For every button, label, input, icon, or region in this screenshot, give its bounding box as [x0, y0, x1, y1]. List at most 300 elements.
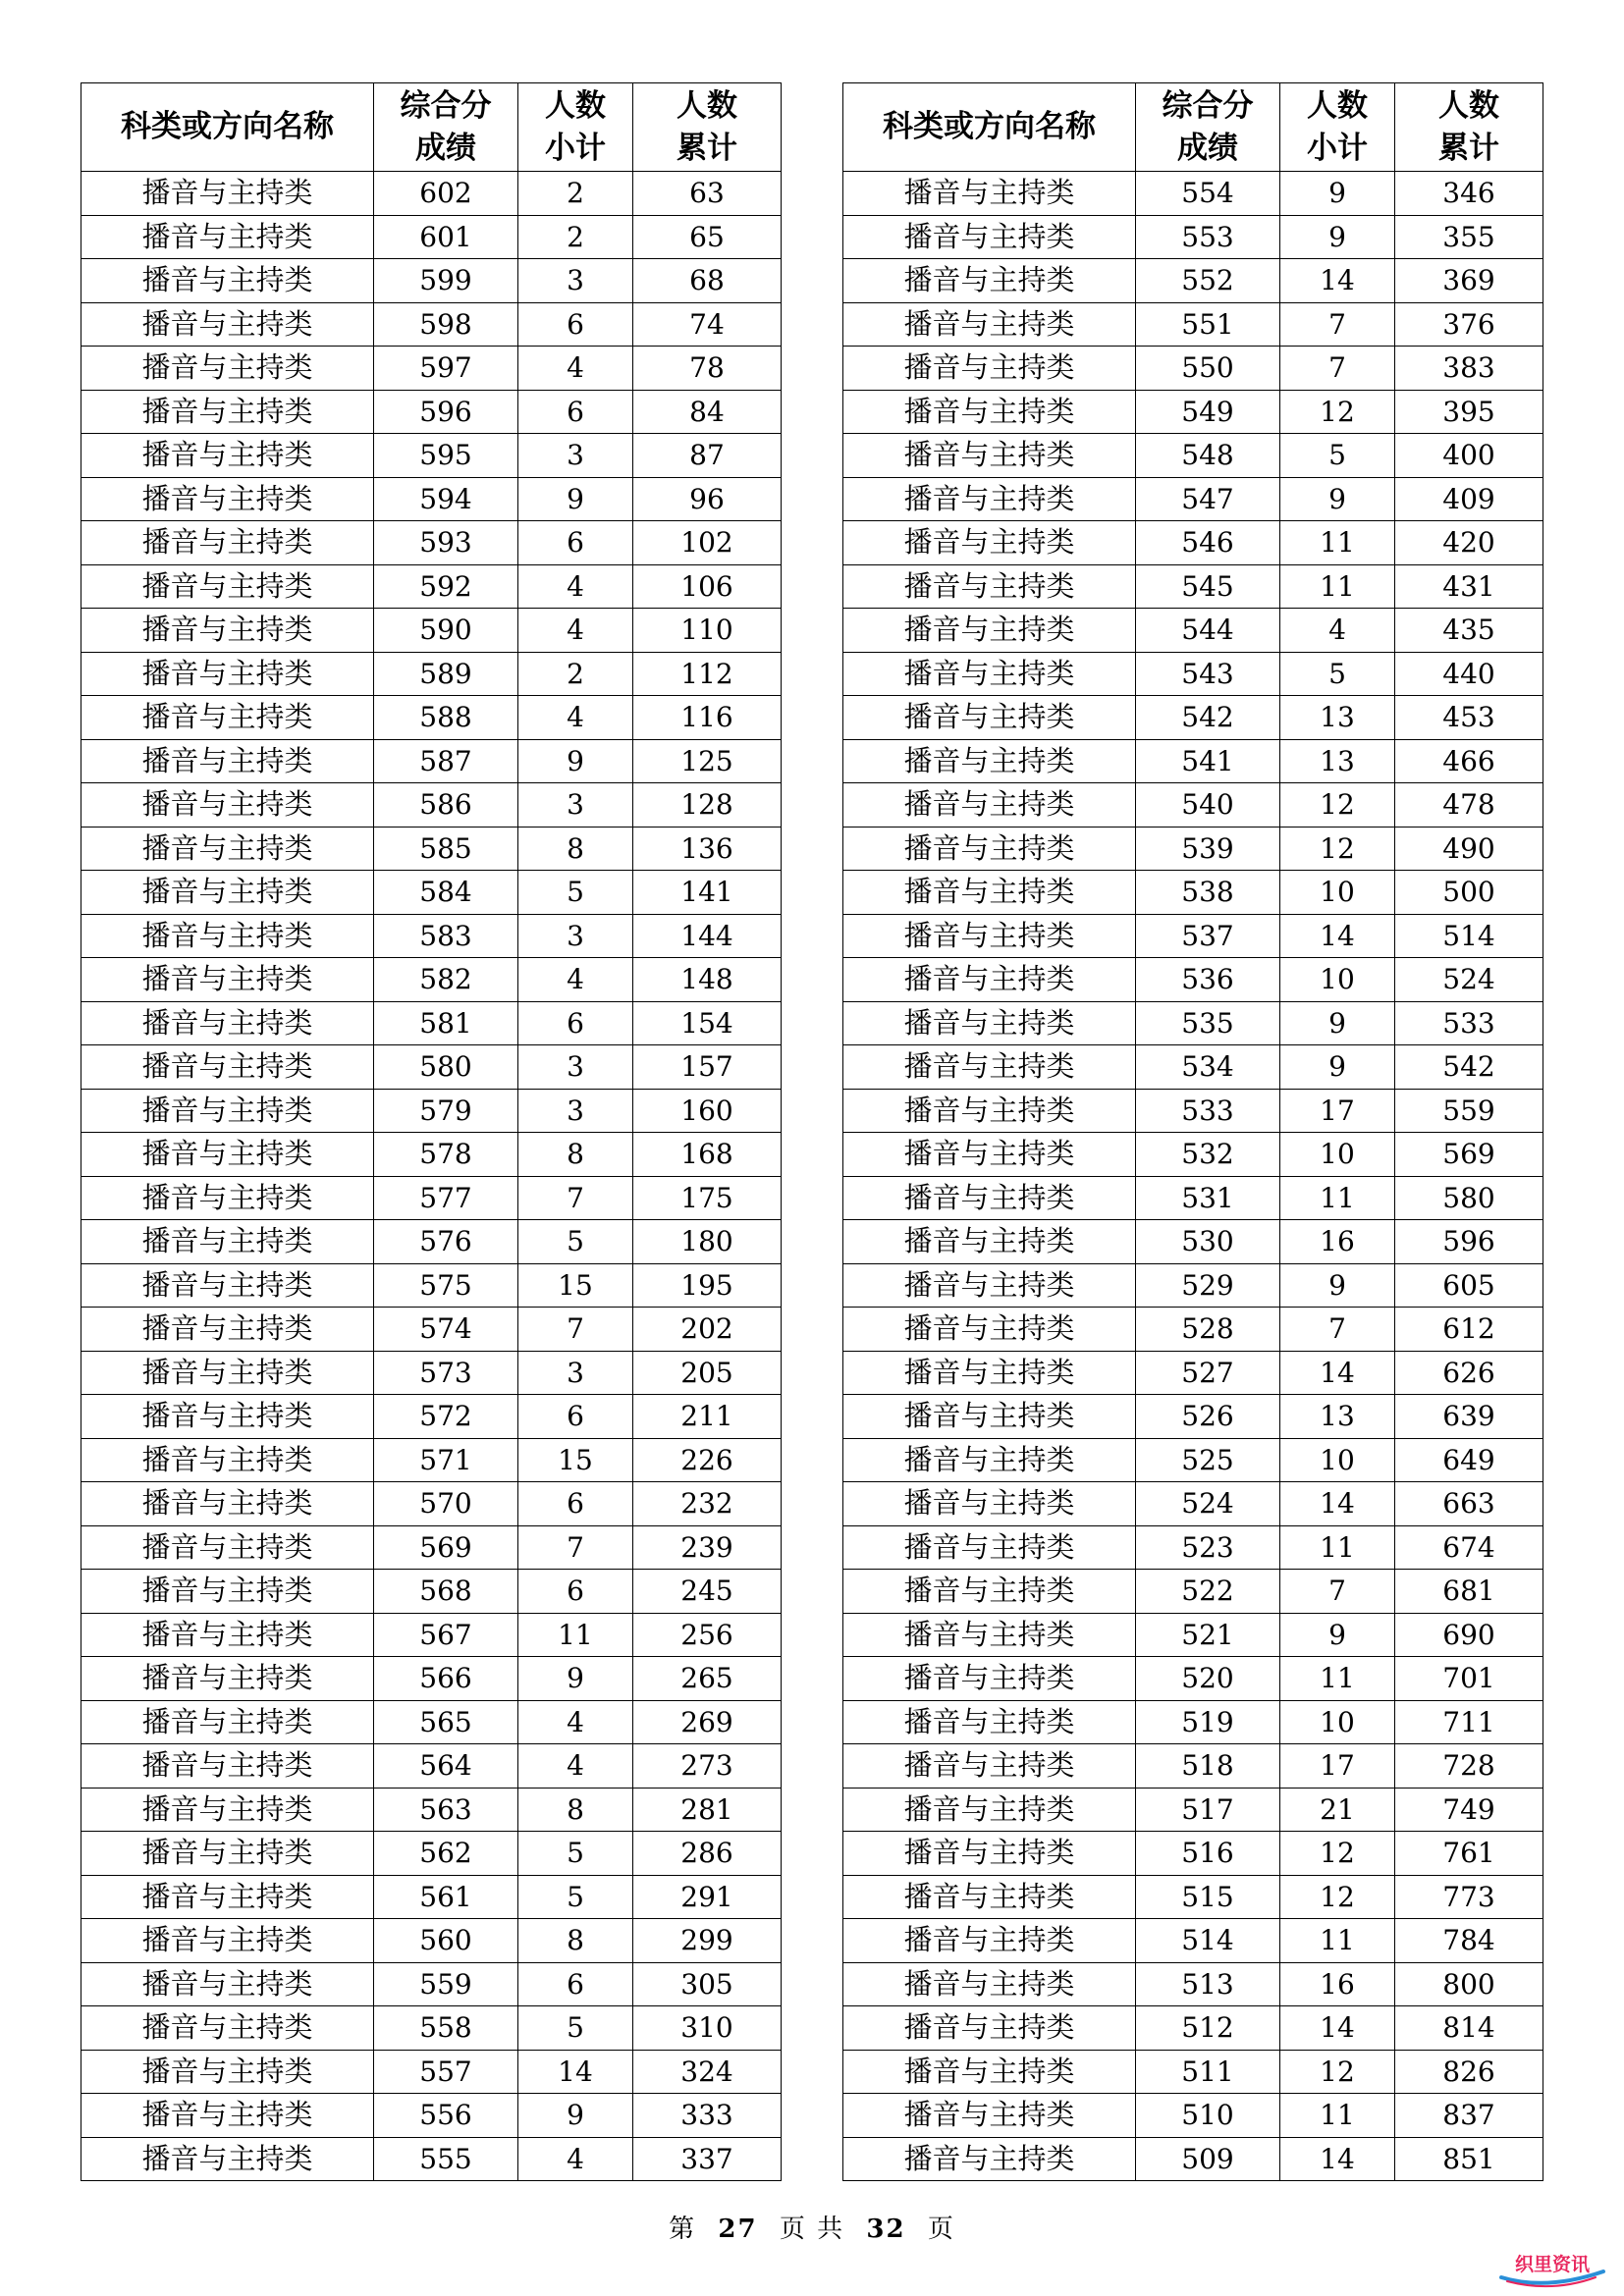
cell-score: 582	[374, 958, 518, 1002]
cell-name: 播音与主持类	[843, 521, 1136, 565]
cell-score: 541	[1136, 739, 1280, 783]
table-row	[81, 2050, 782, 2094]
cell-count: 10	[1280, 1700, 1395, 1744]
watermark-logo	[1497, 2248, 1607, 2289]
table-row	[81, 739, 782, 783]
cell-name: 播音与主持类	[81, 652, 374, 696]
cell-cumulative: 265	[633, 1657, 782, 1701]
table-row	[81, 1962, 782, 2006]
cell-count: 11	[1280, 1919, 1395, 1963]
cell-cumulative: 369	[1395, 259, 1543, 303]
cell-score: 521	[1136, 1613, 1280, 1657]
cell-name: 播音与主持类	[843, 1089, 1136, 1133]
cell-cumulative: 395	[1395, 390, 1543, 434]
cell-count: 14	[518, 2050, 633, 2094]
table-row	[81, 477, 782, 521]
table-row	[843, 652, 1543, 696]
cell-name: 播音与主持类	[81, 1875, 374, 1919]
cell-score: 557	[374, 2050, 518, 2094]
cell-name: 播音与主持类	[843, 434, 1136, 478]
cell-score: 531	[1136, 1176, 1280, 1220]
cell-name: 播音与主持类	[843, 1438, 1136, 1482]
cell-score: 514	[1136, 1919, 1280, 1963]
cell-count: 3	[518, 434, 633, 478]
cell-name: 播音与主持类	[843, 1875, 1136, 1919]
table-row	[81, 564, 782, 609]
cell-cumulative: 168	[633, 1133, 782, 1177]
cell-count: 12	[1280, 1875, 1395, 1919]
cell-name: 播音与主持类	[843, 2094, 1136, 2138]
cell-score: 578	[374, 1133, 518, 1177]
cell-name: 播音与主持类	[843, 1001, 1136, 1045]
cell-name: 播音与主持类	[843, 390, 1136, 434]
cell-cumulative: 310	[633, 2006, 782, 2051]
cell-score: 588	[374, 696, 518, 740]
cell-name: 播音与主持类	[81, 302, 374, 347]
cell-cumulative: 205	[633, 1351, 782, 1395]
table-row	[843, 215, 1543, 259]
cell-count: 9	[518, 477, 633, 521]
cell-name: 播音与主持类	[843, 477, 1136, 521]
cell-name: 播音与主持类	[81, 739, 374, 783]
table-row	[81, 347, 782, 391]
cell-name: 播音与主持类	[843, 739, 1136, 783]
cell-cumulative: 409	[1395, 477, 1543, 521]
cell-cumulative: 478	[1395, 783, 1543, 828]
cell-count: 6	[518, 1482, 633, 1526]
cell-name: 播音与主持类	[843, 172, 1136, 216]
cell-score: 534	[1136, 1045, 1280, 1090]
cell-score: 533	[1136, 1089, 1280, 1133]
cell-score: 547	[1136, 477, 1280, 521]
cell-cumulative: 814	[1395, 2006, 1543, 2051]
cell-cumulative: 333	[633, 2094, 782, 2138]
table-row	[843, 1308, 1543, 1352]
cell-name: 播音与主持类	[843, 1613, 1136, 1657]
cell-cumulative: 466	[1395, 739, 1543, 783]
cell-cumulative: 116	[633, 696, 782, 740]
table-row	[81, 172, 782, 216]
cell-cumulative: 612	[1395, 1308, 1543, 1352]
cell-count: 10	[1280, 871, 1395, 915]
cell-name: 播音与主持类	[81, 1351, 374, 1395]
cell-count: 10	[1280, 958, 1395, 1002]
cell-cumulative: 232	[633, 1482, 782, 1526]
cell-name: 播音与主持类	[81, 521, 374, 565]
cell-score: 525	[1136, 1438, 1280, 1482]
cell-name: 播音与主持类	[843, 1919, 1136, 1963]
cell-cumulative: 674	[1395, 1525, 1543, 1570]
cell-cumulative: 605	[1395, 1263, 1543, 1308]
table-row	[843, 434, 1543, 478]
cell-cumulative: 663	[1395, 1482, 1543, 1526]
table-row	[843, 390, 1543, 434]
table-row	[843, 2050, 1543, 2094]
cell-count: 5	[518, 1220, 633, 1264]
table-row	[81, 1744, 782, 1789]
cell-count: 2	[518, 172, 633, 216]
table-row	[81, 1788, 782, 1832]
cell-name: 播音与主持类	[81, 1657, 374, 1701]
table-row	[81, 390, 782, 434]
cell-cumulative: 141	[633, 871, 782, 915]
cell-count: 14	[1280, 2006, 1395, 2051]
table-row	[843, 914, 1543, 958]
cell-name: 播音与主持类	[81, 564, 374, 609]
cell-name: 播音与主持类	[81, 1045, 374, 1090]
cell-name: 播音与主持类	[81, 1744, 374, 1789]
cell-name: 播音与主持类	[81, 477, 374, 521]
table-row	[81, 696, 782, 740]
table-row	[843, 1657, 1543, 1701]
cell-count: 12	[1280, 390, 1395, 434]
table-row	[843, 783, 1543, 828]
cell-score: 527	[1136, 1351, 1280, 1395]
table-row	[81, 1001, 782, 1045]
cell-cumulative: 435	[1395, 609, 1543, 653]
cell-name: 播音与主持类	[81, 783, 374, 828]
table-header-row	[81, 83, 782, 172]
cell-count: 9	[1280, 1263, 1395, 1308]
cell-cumulative: 773	[1395, 1875, 1543, 1919]
cell-score: 567	[374, 1613, 518, 1657]
cell-name: 播音与主持类	[843, 1744, 1136, 1789]
cell-cumulative: 78	[633, 347, 782, 391]
cell-name: 播音与主持类	[843, 2137, 1136, 2181]
cell-score: 537	[1136, 914, 1280, 958]
cell-cumulative: 596	[1395, 1220, 1543, 1264]
table-row	[81, 1875, 782, 1919]
cell-score: 599	[374, 259, 518, 303]
cell-count: 7	[1280, 302, 1395, 347]
cell-name: 播音与主持类	[81, 827, 374, 871]
cell-cumulative: 291	[633, 1875, 782, 1919]
cell-name: 播音与主持类	[81, 390, 374, 434]
cell-score: 602	[374, 172, 518, 216]
cell-score: 552	[1136, 259, 1280, 303]
table-row	[81, 434, 782, 478]
cell-score: 540	[1136, 783, 1280, 828]
cell-name: 播音与主持类	[81, 696, 374, 740]
cell-score: 528	[1136, 1308, 1280, 1352]
table-row	[843, 1570, 1543, 1614]
cell-cumulative: 74	[633, 302, 782, 347]
cell-score: 513	[1136, 1962, 1280, 2006]
cell-count: 10	[1280, 1438, 1395, 1482]
cell-score: 566	[374, 1657, 518, 1701]
cell-count: 7	[518, 1525, 633, 1570]
cell-name: 播音与主持类	[81, 434, 374, 478]
table-row	[81, 783, 782, 828]
cell-count: 11	[1280, 1657, 1395, 1701]
cell-name: 播音与主持类	[81, 1176, 374, 1220]
cell-score: 523	[1136, 1525, 1280, 1570]
table-row	[843, 1001, 1543, 1045]
cell-count: 12	[1280, 2050, 1395, 2094]
cell-cumulative: 514	[1395, 914, 1543, 958]
cell-count: 9	[518, 2094, 633, 2138]
cell-name: 播音与主持类	[843, 958, 1136, 1002]
cell-count: 11	[1280, 2094, 1395, 2138]
table-row	[843, 871, 1543, 915]
cell-score: 563	[374, 1788, 518, 1832]
cell-cumulative: 128	[633, 783, 782, 828]
table-row	[81, 1570, 782, 1614]
table-row	[81, 871, 782, 915]
cell-cumulative: 144	[633, 914, 782, 958]
table-row	[81, 609, 782, 653]
table-row	[81, 1133, 782, 1177]
cell-count: 16	[1280, 1962, 1395, 2006]
cell-cumulative: 431	[1395, 564, 1543, 609]
cell-count: 3	[518, 259, 633, 303]
cell-cumulative: 112	[633, 652, 782, 696]
cell-score: 556	[374, 2094, 518, 2138]
cell-score: 565	[374, 1700, 518, 1744]
cell-score: 574	[374, 1308, 518, 1352]
cell-cumulative: 383	[1395, 347, 1543, 391]
cell-cumulative: 226	[633, 1438, 782, 1482]
table-row	[81, 1308, 782, 1352]
cell-count: 8	[518, 1133, 633, 1177]
cell-count: 10	[1280, 1133, 1395, 1177]
cell-count: 14	[1280, 1482, 1395, 1526]
cell-name: 播音与主持类	[81, 1263, 374, 1308]
cell-score: 545	[1136, 564, 1280, 609]
page-footer	[0, 2209, 1624, 2245]
table-row	[843, 2137, 1543, 2181]
cell-cumulative: 299	[633, 1919, 782, 1963]
cell-score: 512	[1136, 2006, 1280, 2051]
cell-cumulative: 420	[1395, 521, 1543, 565]
cell-count: 9	[1280, 477, 1395, 521]
cell-name: 播音与主持类	[81, 609, 374, 653]
cell-name: 播音与主持类	[81, 1525, 374, 1570]
cell-name: 播音与主持类	[843, 609, 1136, 653]
cell-score: 515	[1136, 1875, 1280, 1919]
cell-score: 571	[374, 1438, 518, 1482]
cell-count: 13	[1280, 1395, 1395, 1439]
cell-count: 16	[1280, 1220, 1395, 1264]
cell-score: 575	[374, 1263, 518, 1308]
table-row	[843, 1875, 1543, 1919]
cell-name: 播音与主持类	[81, 347, 374, 391]
cell-cumulative: 639	[1395, 1395, 1543, 1439]
cell-score: 551	[1136, 302, 1280, 347]
cell-cumulative: 305	[633, 1962, 782, 2006]
cell-cumulative: 106	[633, 564, 782, 609]
cell-cumulative: 175	[633, 1176, 782, 1220]
cell-count: 9	[1280, 1613, 1395, 1657]
cell-count: 4	[518, 696, 633, 740]
cell-count: 11	[1280, 564, 1395, 609]
header-cumulative: 人数 累计	[1395, 83, 1543, 172]
cell-name: 播音与主持类	[843, 259, 1136, 303]
cell-name: 播音与主持类	[843, 1045, 1136, 1090]
cell-cumulative: 784	[1395, 1919, 1543, 1963]
cell-cumulative: 245	[633, 1570, 782, 1614]
cell-cumulative: 65	[633, 215, 782, 259]
cell-name: 播音与主持类	[81, 1438, 374, 1482]
cell-cumulative: 440	[1395, 652, 1543, 696]
table-row	[81, 302, 782, 347]
table-row	[81, 1438, 782, 1482]
table-row	[81, 958, 782, 1002]
cell-count: 5	[1280, 652, 1395, 696]
cell-name: 播音与主持类	[843, 1176, 1136, 1220]
cell-score: 522	[1136, 1570, 1280, 1614]
table-row	[843, 1351, 1543, 1395]
cell-score: 562	[374, 1832, 518, 1876]
table-row	[843, 1395, 1543, 1439]
cell-score: 568	[374, 1570, 518, 1614]
cell-count: 6	[518, 1962, 633, 2006]
cell-score: 550	[1136, 347, 1280, 391]
cell-count: 8	[518, 1788, 633, 1832]
cell-score: 548	[1136, 434, 1280, 478]
cell-count: 4	[518, 347, 633, 391]
table-row	[843, 1133, 1543, 1177]
cell-cumulative: 837	[1395, 2094, 1543, 2138]
table-row	[843, 259, 1543, 303]
cell-name: 播音与主持类	[81, 1700, 374, 1744]
cell-name: 播音与主持类	[843, 652, 1136, 696]
table-row	[843, 1525, 1543, 1570]
table-row	[843, 477, 1543, 521]
cell-score: 564	[374, 1744, 518, 1789]
cell-name: 播音与主持类	[81, 1001, 374, 1045]
cell-cumulative: 559	[1395, 1089, 1543, 1133]
cell-name: 播音与主持类	[81, 2006, 374, 2051]
cell-cumulative: 533	[1395, 1001, 1543, 1045]
table-row	[81, 652, 782, 696]
cell-count: 4	[518, 564, 633, 609]
cell-score: 592	[374, 564, 518, 609]
cell-count: 15	[518, 1263, 633, 1308]
cell-score: 510	[1136, 2094, 1280, 2138]
cell-name: 播音与主持类	[81, 1570, 374, 1614]
cell-score: 573	[374, 1351, 518, 1395]
cell-score: 524	[1136, 1482, 1280, 1526]
cell-cumulative: 148	[633, 958, 782, 1002]
cell-name: 播音与主持类	[81, 215, 374, 259]
cell-count: 4	[518, 1700, 633, 1744]
cell-cumulative: 63	[633, 172, 782, 216]
cell-name: 播音与主持类	[81, 1395, 374, 1439]
cell-score: 543	[1136, 652, 1280, 696]
cell-count: 7	[518, 1308, 633, 1352]
cell-score: 538	[1136, 871, 1280, 915]
cell-cumulative: 749	[1395, 1788, 1543, 1832]
header-cumulative: 人数 累计	[633, 83, 782, 172]
cell-count: 3	[518, 1351, 633, 1395]
table-row	[843, 1176, 1543, 1220]
cell-score: 553	[1136, 215, 1280, 259]
table-row	[843, 521, 1543, 565]
cell-name: 播音与主持类	[843, 1525, 1136, 1570]
cell-score: 519	[1136, 1700, 1280, 1744]
cell-cumulative: 269	[633, 1700, 782, 1744]
table-body-right	[843, 172, 1543, 2181]
header-name: 科类或方向名称	[843, 83, 1136, 172]
table-row	[843, 1788, 1543, 1832]
cell-count: 9	[518, 739, 633, 783]
cell-name: 播音与主持类	[81, 1788, 374, 1832]
cell-cumulative: 136	[633, 827, 782, 871]
cell-score: 526	[1136, 1395, 1280, 1439]
cell-score: 595	[374, 434, 518, 478]
cell-cumulative: 110	[633, 609, 782, 653]
table-row	[843, 1438, 1543, 1482]
table-row	[843, 958, 1543, 1002]
cell-name: 播音与主持类	[843, 696, 1136, 740]
cell-name: 播音与主持类	[843, 1700, 1136, 1744]
cell-count: 12	[1280, 783, 1395, 828]
cell-count: 4	[518, 958, 633, 1002]
cell-score: 581	[374, 1001, 518, 1045]
cell-score: 569	[374, 1525, 518, 1570]
table-row	[81, 1657, 782, 1701]
cell-cumulative: 626	[1395, 1351, 1543, 1395]
cell-name: 播音与主持类	[843, 302, 1136, 347]
table-row	[81, 1351, 782, 1395]
table-row	[843, 2006, 1543, 2051]
cell-count: 7	[1280, 347, 1395, 391]
table-row	[81, 1045, 782, 1090]
table-row	[81, 914, 782, 958]
cell-cumulative: 681	[1395, 1570, 1543, 1614]
footer-total-pages: 32	[866, 2215, 906, 2244]
score-table-left	[81, 82, 782, 2181]
cell-score: 559	[374, 1962, 518, 2006]
cell-score: 511	[1136, 2050, 1280, 2094]
cell-name: 播音与主持类	[81, 2094, 374, 2138]
cell-name: 播音与主持类	[843, 215, 1136, 259]
score-table-right	[842, 82, 1543, 2181]
table-body-left	[81, 172, 782, 2181]
cell-cumulative: 202	[633, 1308, 782, 1352]
cell-score: 517	[1136, 1788, 1280, 1832]
cell-name: 播音与主持类	[843, 783, 1136, 828]
cell-cumulative: 256	[633, 1613, 782, 1657]
table-row	[81, 1089, 782, 1133]
cell-name: 播音与主持类	[843, 827, 1136, 871]
cell-count: 4	[518, 2137, 633, 2181]
cell-score: 518	[1136, 1744, 1280, 1789]
table-row	[81, 2006, 782, 2051]
cell-name: 播音与主持类	[843, 2050, 1136, 2094]
cell-name: 播音与主持类	[81, 259, 374, 303]
cell-score: 572	[374, 1395, 518, 1439]
table-row	[843, 1832, 1543, 1876]
cell-count: 9	[1280, 172, 1395, 216]
table-row	[81, 1832, 782, 1876]
cell-cumulative: 649	[1395, 1438, 1543, 1482]
cell-name: 播音与主持类	[843, 1351, 1136, 1395]
cell-cumulative: 211	[633, 1395, 782, 1439]
cell-cumulative: 195	[633, 1263, 782, 1308]
table-row	[81, 2137, 782, 2181]
cell-count: 4	[518, 1744, 633, 1789]
cell-cumulative: 180	[633, 1220, 782, 1264]
table-header-row	[843, 83, 1543, 172]
cell-count: 17	[1280, 1744, 1395, 1789]
cell-score: 529	[1136, 1263, 1280, 1308]
cell-count: 6	[518, 302, 633, 347]
cell-name: 播音与主持类	[81, 1832, 374, 1876]
header-name: 科类或方向名称	[81, 83, 374, 172]
cell-score: 561	[374, 1875, 518, 1919]
